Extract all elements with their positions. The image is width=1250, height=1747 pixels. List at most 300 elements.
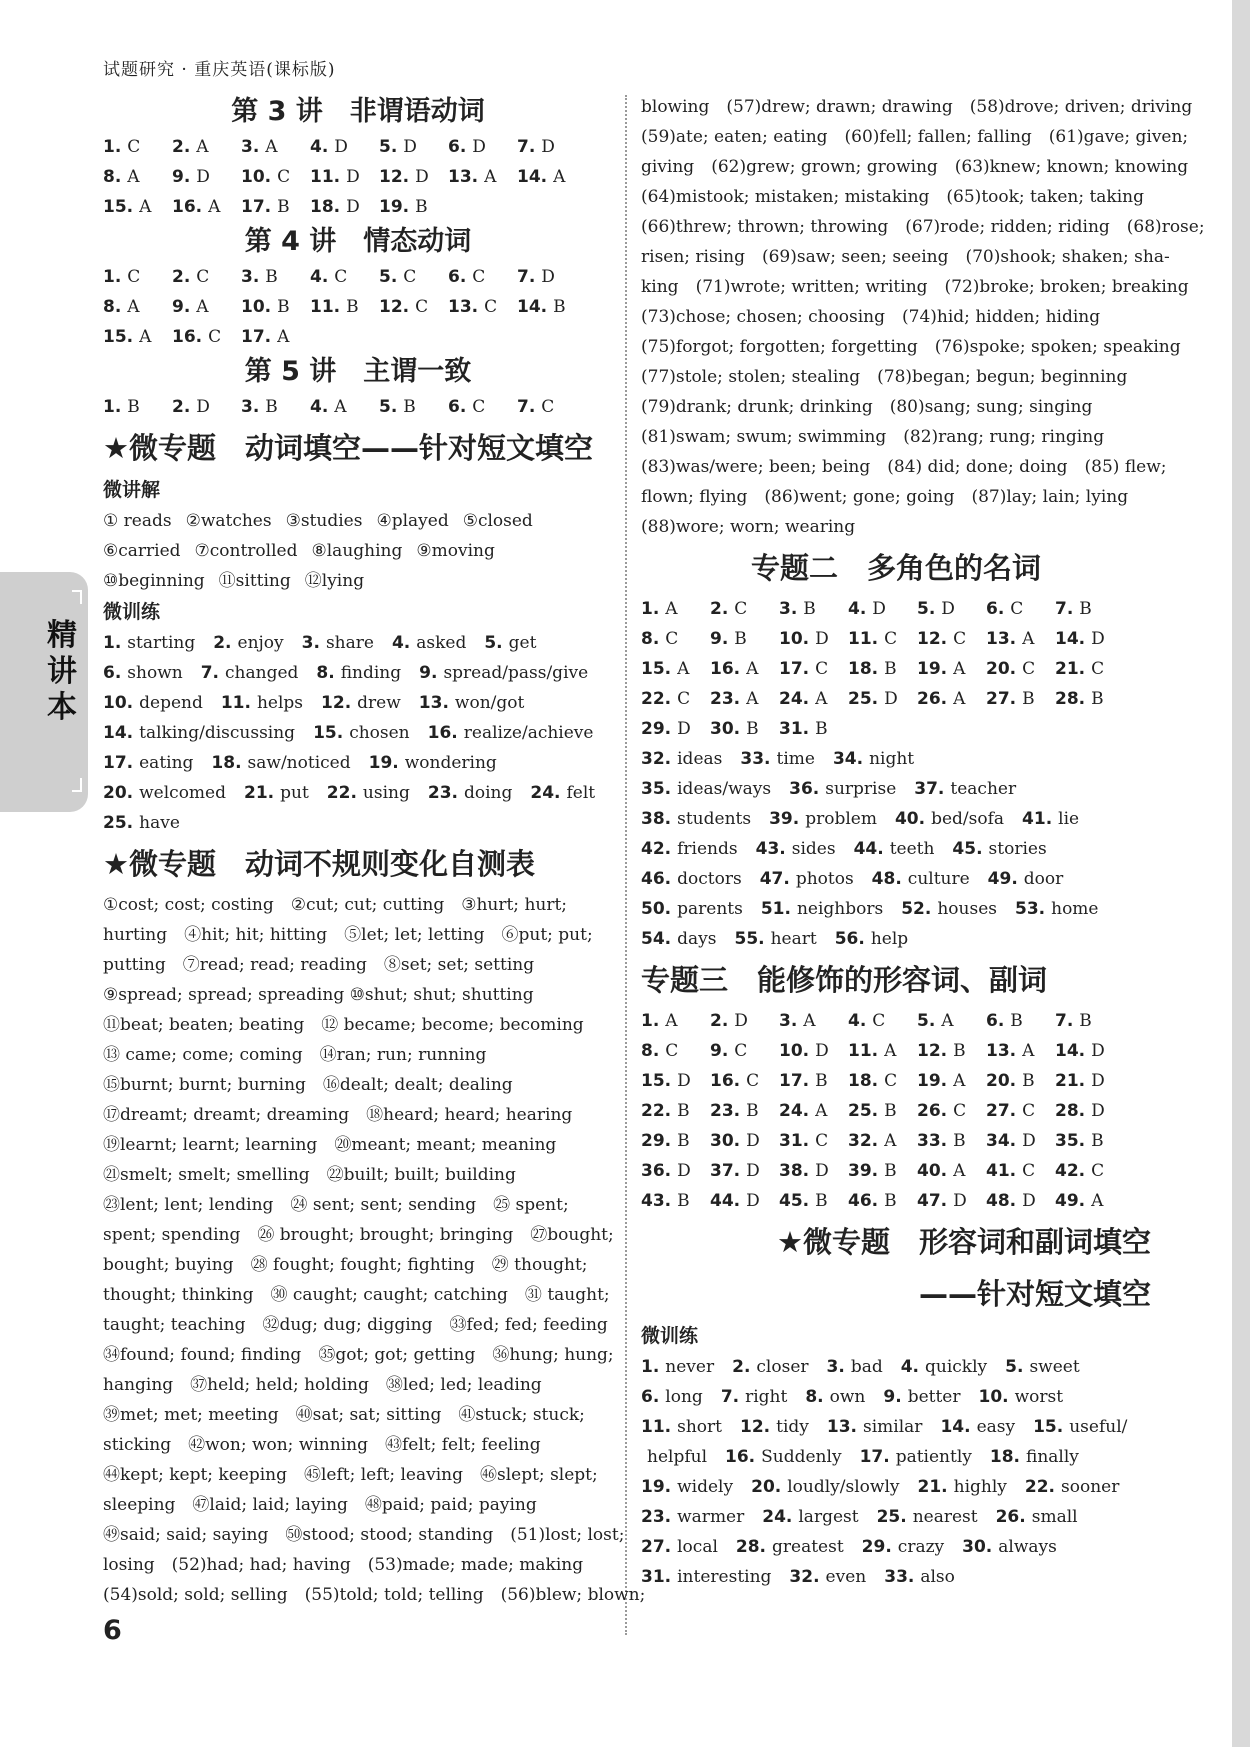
question-number: 10. bbox=[241, 297, 272, 317]
answer-item bbox=[213, 628, 283, 658]
answer-item bbox=[917, 1006, 986, 1036]
answer-item bbox=[302, 628, 374, 658]
text-line: thought; thinking ㉚ caught; caught; catching ㉛ taught; bbox=[103, 1285, 610, 1305]
answer-item bbox=[103, 688, 203, 718]
question-number: 4. bbox=[310, 267, 329, 287]
answer-item bbox=[710, 624, 779, 654]
answer-item bbox=[241, 392, 310, 422]
answer-item bbox=[379, 262, 448, 292]
topic2-word-answers bbox=[641, 744, 1151, 954]
answer-word: using bbox=[362, 783, 410, 803]
answer-word: houses bbox=[937, 899, 997, 919]
text-line: ⑲learnt; learnt; learning ⑳meant; meant; meaning bbox=[103, 1135, 557, 1155]
explain-answer: ① reads bbox=[103, 511, 172, 531]
answer-word: helpful bbox=[647, 1447, 708, 1467]
question-number: 41. bbox=[1022, 809, 1053, 829]
topic3-answers bbox=[641, 1006, 1151, 1216]
answer-choice: A bbox=[953, 689, 966, 709]
answer-item bbox=[827, 1412, 923, 1442]
tab-bracket-bottom bbox=[72, 778, 82, 792]
question-number: 29. bbox=[641, 1131, 672, 1151]
micro3-practice-label: 微训练 bbox=[641, 1325, 699, 1347]
question-number: 2. bbox=[710, 1011, 729, 1031]
explain-answer: ⑤closed bbox=[462, 511, 533, 531]
question-number: 38. bbox=[641, 809, 672, 829]
answer-choice: A bbox=[196, 297, 209, 317]
irregular-verbs-table bbox=[103, 890, 646, 1610]
text-line: sticking ㊷won; won; winning ㊸felt; felt; feeling bbox=[103, 1435, 541, 1455]
question-number: 16. bbox=[427, 723, 458, 743]
question-number: 19. bbox=[917, 659, 948, 679]
text-line: taught; teaching ㉜dug; dug; digging ㉝fed; fed; feeding bbox=[103, 1315, 608, 1335]
text-line: ㉑smelt; smelt; smelling ㉒built; built; building bbox=[103, 1165, 516, 1185]
question-number: 17. bbox=[779, 1071, 810, 1091]
answer-item bbox=[172, 392, 241, 422]
answer-line bbox=[103, 688, 613, 718]
answer-word: realize/achieve bbox=[463, 723, 594, 743]
answer-item bbox=[779, 1126, 848, 1156]
lecture5-answers bbox=[103, 392, 613, 422]
answer-word: warmer bbox=[677, 1507, 745, 1527]
answer-choice: D bbox=[415, 167, 429, 187]
answer-choice: A bbox=[196, 137, 209, 157]
answer-word: home bbox=[1051, 899, 1099, 919]
question-number: 7. bbox=[1055, 599, 1074, 619]
answer-choice: C bbox=[953, 629, 967, 649]
answer-word: have bbox=[139, 813, 180, 833]
answer-item bbox=[517, 392, 586, 422]
answer-word: days bbox=[677, 929, 717, 949]
answer-word: short bbox=[677, 1417, 722, 1437]
answer-choice: A bbox=[953, 1071, 966, 1091]
answer-choice: C bbox=[472, 267, 486, 287]
answer-choice: C bbox=[127, 137, 141, 157]
answer-item bbox=[917, 1096, 986, 1126]
question-number: 12. bbox=[379, 167, 410, 187]
text-line: ㉓lent; lent; lending ㉔ sent; sent; sending ㉕ spent; bbox=[103, 1195, 569, 1215]
question-number: 28. bbox=[735, 1537, 767, 1557]
answer-item bbox=[962, 1532, 1057, 1562]
explain-line bbox=[103, 536, 613, 566]
answer-item bbox=[310, 192, 379, 222]
text-line: ⑬ came; come; coming ⑭ran; run; running bbox=[103, 1045, 487, 1065]
text-line: hurting ④hit; hit; hitting ⑤let; let; letting ⑥put; put; bbox=[103, 925, 593, 945]
answer-item bbox=[996, 1502, 1078, 1532]
question-number: 37. bbox=[710, 1161, 741, 1181]
answer-choice: D bbox=[734, 1011, 748, 1031]
question-number: 39. bbox=[769, 809, 800, 829]
answer-word: chosen bbox=[349, 723, 410, 743]
question-number: 17. bbox=[859, 1447, 890, 1467]
question-number: 7. bbox=[517, 267, 536, 287]
answer-item bbox=[862, 1532, 944, 1562]
answer-choice: A bbox=[484, 167, 497, 187]
question-number: 31. bbox=[641, 1567, 672, 1587]
answer-item bbox=[917, 1186, 986, 1216]
answer-item bbox=[310, 132, 379, 162]
question-number: 31. bbox=[779, 1131, 810, 1151]
tab-bracket-top bbox=[72, 590, 82, 604]
question-number: 5. bbox=[379, 137, 398, 157]
answer-item bbox=[379, 392, 448, 422]
answer-item bbox=[641, 864, 742, 894]
answer-item bbox=[917, 684, 986, 714]
answer-word: own bbox=[829, 1387, 866, 1407]
answer-line bbox=[641, 1382, 1151, 1412]
answer-choice: B bbox=[884, 1161, 897, 1181]
text-line: (77)stole; stolen; stealing (78)began; begun; beginning bbox=[641, 367, 1128, 387]
answer-choice: A bbox=[139, 327, 152, 347]
answer-word: eating bbox=[139, 753, 194, 773]
answer-word: sides bbox=[791, 839, 836, 859]
answer-choice: A bbox=[884, 1041, 897, 1061]
question-number: 25. bbox=[876, 1507, 907, 1527]
answer-choice: B bbox=[677, 1131, 690, 1151]
text-line: (75)forgot; forgotten; forgetting (76)spoke; spoken; speaking bbox=[641, 337, 1181, 357]
answer-item bbox=[779, 1096, 848, 1126]
answer-line bbox=[641, 1502, 1151, 1532]
answer-word: easy bbox=[976, 1417, 1016, 1437]
answer-item bbox=[779, 594, 848, 624]
explain-answer: ⑩beginning bbox=[103, 571, 205, 591]
answer-item bbox=[751, 1472, 899, 1502]
question-number: 18. bbox=[989, 1447, 1020, 1467]
question-number: 34. bbox=[832, 749, 864, 769]
answer-choice: A bbox=[665, 599, 678, 619]
question-number: 21. bbox=[1055, 659, 1086, 679]
question-number: 9. bbox=[172, 167, 191, 187]
text-line: ①cost; cost; costing ②cut; cut; cutting ③hurt; hurt; bbox=[103, 895, 568, 915]
answer-word: won/got bbox=[454, 693, 525, 713]
answer-choice: D bbox=[334, 137, 348, 157]
answer-item bbox=[883, 1382, 960, 1412]
question-number: 18. bbox=[211, 753, 242, 773]
question-number: 23. bbox=[427, 783, 458, 803]
answer-choice: A bbox=[127, 167, 140, 187]
answer-item bbox=[641, 1562, 771, 1592]
page-number: 6 bbox=[103, 1615, 122, 1646]
answer-word: worst bbox=[1014, 1387, 1064, 1407]
text-line: ⑪beat; beaten; beating ⑫ became; become; becoming bbox=[103, 1015, 584, 1035]
answer-line bbox=[103, 718, 613, 748]
question-number: 7. bbox=[200, 663, 220, 683]
question-number: 13. bbox=[826, 1417, 858, 1437]
question-number: 21. bbox=[1055, 1071, 1086, 1091]
answer-choice: D bbox=[677, 1071, 691, 1091]
answer-item bbox=[517, 132, 586, 162]
question-number: 11. bbox=[220, 693, 251, 713]
side-tab-label: 精讲本 bbox=[47, 618, 77, 725]
question-number: 54. bbox=[641, 929, 672, 949]
answer-choice: B bbox=[815, 1191, 828, 1211]
question-number: 3. bbox=[779, 599, 798, 619]
question-number: 10. bbox=[779, 1041, 810, 1061]
answer-item bbox=[1055, 654, 1124, 684]
question-number: 5. bbox=[379, 267, 398, 287]
answer-item bbox=[641, 1502, 744, 1532]
answer-word: useful/ bbox=[1069, 1417, 1128, 1437]
answer-item bbox=[710, 1096, 779, 1126]
answer-line bbox=[641, 774, 1151, 804]
answer-choice: D bbox=[346, 197, 360, 217]
answer-choice: C bbox=[815, 659, 829, 679]
answer-item bbox=[517, 292, 586, 322]
answer-item bbox=[710, 1156, 779, 1186]
answer-choice: A bbox=[941, 1011, 954, 1031]
answer-choice: C bbox=[665, 1041, 679, 1061]
answer-item bbox=[710, 714, 779, 744]
answer-item bbox=[241, 292, 310, 322]
question-number: 33. bbox=[884, 1567, 915, 1587]
answer-word: students bbox=[677, 809, 752, 829]
answer-item bbox=[310, 292, 379, 322]
answer-item bbox=[848, 1036, 917, 1066]
answer-word: teacher bbox=[950, 779, 1017, 799]
question-number: 5. bbox=[917, 599, 936, 619]
answer-item bbox=[917, 624, 986, 654]
question-number: 6. bbox=[448, 267, 467, 287]
text-line: hanging ㊲held; held; holding ㊳led; led; leading bbox=[103, 1375, 542, 1395]
topic3-title: 专题三 能修饰的形容词、副词 bbox=[641, 963, 1048, 997]
answer-item bbox=[517, 162, 586, 192]
answer-choice: D bbox=[1091, 1101, 1105, 1121]
answer-choice: D bbox=[677, 1161, 691, 1181]
answer-word: welcomed bbox=[139, 783, 226, 803]
answer-line bbox=[641, 924, 1151, 954]
answer-item bbox=[940, 1412, 1015, 1442]
answer-item bbox=[854, 834, 935, 864]
question-number: 24. bbox=[779, 1101, 810, 1121]
answer-choice: D bbox=[815, 629, 829, 649]
answer-item bbox=[833, 744, 914, 774]
text-line: ⑮burnt; burnt; burning ⑯dealt; dealt; dealing bbox=[103, 1075, 513, 1095]
explain-line bbox=[103, 566, 613, 596]
answer-item bbox=[756, 834, 836, 864]
text-line: putting ⑦read; read; reading ⑧set; set; setting bbox=[103, 955, 535, 975]
answer-item bbox=[1033, 1412, 1127, 1442]
answer-item bbox=[103, 658, 183, 688]
question-number: 2. bbox=[172, 397, 191, 417]
question-number: 17. bbox=[241, 197, 272, 217]
answer-item bbox=[1055, 624, 1124, 654]
answer-choice: A bbox=[803, 1011, 816, 1031]
question-number: 9. bbox=[172, 297, 191, 317]
answer-word: shown bbox=[127, 663, 183, 683]
explain-answer: ⑥carried bbox=[103, 541, 181, 561]
answer-item bbox=[779, 714, 848, 744]
question-number: 5. bbox=[1005, 1357, 1024, 1377]
answer-item bbox=[740, 744, 815, 774]
question-number: 4. bbox=[310, 397, 329, 417]
answer-word: bad bbox=[850, 1357, 883, 1377]
answer-word: nearest bbox=[912, 1507, 978, 1527]
question-number: 5. bbox=[379, 397, 398, 417]
question-number: 10. bbox=[241, 167, 272, 187]
answer-word: interesting bbox=[677, 1567, 772, 1587]
answer-item bbox=[428, 718, 594, 748]
answer-item bbox=[860, 1442, 972, 1472]
answer-word: ideas bbox=[677, 749, 723, 769]
question-number: 47. bbox=[759, 869, 790, 889]
answer-item bbox=[379, 162, 448, 192]
answer-item bbox=[241, 162, 310, 192]
answer-item bbox=[103, 132, 172, 162]
answer-line bbox=[103, 628, 613, 658]
question-number: 4. bbox=[310, 137, 329, 157]
answer-item bbox=[448, 392, 517, 422]
answer-item bbox=[769, 804, 877, 834]
question-number: 8. bbox=[316, 663, 335, 683]
question-number: 42. bbox=[641, 839, 672, 859]
question-number: 14. bbox=[517, 167, 548, 187]
question-number: 15. bbox=[641, 659, 672, 679]
question-number: 32. bbox=[848, 1131, 879, 1151]
topic2-title: 专题二 多角色的名词 bbox=[750, 551, 1041, 585]
answer-word: highly bbox=[953, 1477, 1007, 1497]
answer-item bbox=[103, 262, 172, 292]
answer-word: finally bbox=[1025, 1447, 1079, 1467]
question-number: 2. bbox=[172, 267, 191, 287]
answer-word: drew bbox=[357, 693, 401, 713]
answer-item bbox=[779, 1066, 848, 1096]
answer-item bbox=[448, 162, 517, 192]
question-number: 19. bbox=[368, 753, 399, 773]
question-number: 9. bbox=[710, 1041, 729, 1061]
answer-choice: B bbox=[953, 1041, 966, 1061]
question-number: 1. bbox=[103, 267, 122, 287]
answer-item bbox=[827, 1352, 883, 1382]
question-number: 15. bbox=[313, 723, 344, 743]
question-number: 22. bbox=[641, 689, 672, 709]
answer-item bbox=[641, 684, 710, 714]
question-number: 7. bbox=[720, 1387, 740, 1407]
question-number: 35. bbox=[641, 779, 672, 799]
question-number: 21. bbox=[917, 1477, 948, 1497]
answer-choice: D bbox=[746, 1191, 760, 1211]
answer-item bbox=[848, 1066, 917, 1096]
question-number: 24. bbox=[530, 783, 561, 803]
answer-choice: C bbox=[277, 167, 291, 187]
answer-choice: D bbox=[872, 599, 886, 619]
micro1-explain bbox=[103, 506, 613, 596]
question-number: 15. bbox=[103, 197, 134, 217]
answer-item bbox=[641, 1126, 710, 1156]
answer-choice: C bbox=[484, 297, 498, 317]
answer-choice: B bbox=[677, 1101, 690, 1121]
answer-choice: C bbox=[472, 397, 486, 417]
question-number: 15. bbox=[1033, 1417, 1064, 1437]
answer-choice: D bbox=[1091, 1041, 1105, 1061]
question-number: 23. bbox=[641, 1507, 672, 1527]
answer-item bbox=[1005, 1352, 1080, 1382]
side-tab bbox=[0, 572, 88, 812]
answer-word: asked bbox=[416, 633, 467, 653]
answer-item bbox=[103, 322, 172, 352]
topic2-mc-answers bbox=[641, 594, 1151, 744]
answer-word: long bbox=[665, 1387, 703, 1407]
question-number: 46. bbox=[641, 869, 672, 889]
answer-choice: C bbox=[815, 1131, 829, 1151]
answer-item bbox=[327, 778, 410, 808]
answer-choice: C bbox=[334, 267, 348, 287]
question-number: 6. bbox=[448, 397, 467, 417]
answer-word: teeth bbox=[889, 839, 935, 859]
answer-item bbox=[848, 624, 917, 654]
answer-item bbox=[241, 192, 310, 222]
answer-word: put bbox=[280, 783, 309, 803]
micro1-practice-label: 微训练 bbox=[103, 601, 161, 623]
text-line: (88)wore; worn; wearing bbox=[641, 517, 856, 537]
answer-choice: B bbox=[265, 397, 278, 417]
answer-choice: C bbox=[677, 689, 691, 709]
answer-choice: A bbox=[1022, 1041, 1035, 1061]
question-number: 38. bbox=[779, 1161, 810, 1181]
answer-item bbox=[710, 1066, 779, 1096]
question-number: 17. bbox=[779, 659, 810, 679]
answer-item bbox=[779, 1186, 848, 1216]
question-number: 34. bbox=[986, 1131, 1017, 1151]
question-number: 27. bbox=[986, 689, 1017, 709]
answer-item bbox=[978, 1382, 1063, 1412]
answer-item bbox=[736, 1532, 844, 1562]
question-number: 36. bbox=[789, 779, 820, 799]
answer-item bbox=[986, 624, 1055, 654]
answer-choice: D bbox=[1022, 1131, 1036, 1151]
answer-choice: B bbox=[1091, 1131, 1104, 1151]
micro3-subtitle: ——针对短文填空 bbox=[918, 1277, 1151, 1311]
answer-word: get bbox=[508, 633, 537, 653]
question-number: 51. bbox=[760, 899, 791, 919]
explain-answer: ②watches bbox=[185, 511, 272, 531]
question-number: 7. bbox=[1055, 1011, 1074, 1031]
micro2-title: ★微专题 动词不规则变化自测表 bbox=[103, 847, 535, 881]
question-number: 35. bbox=[1055, 1131, 1086, 1151]
answer-word: neighbors bbox=[796, 899, 884, 919]
question-number: 12. bbox=[917, 1041, 948, 1061]
answer-word: doctors bbox=[677, 869, 742, 889]
question-number: 7. bbox=[517, 397, 536, 417]
page-edge-strip bbox=[1232, 0, 1250, 1747]
question-number: 16. bbox=[725, 1447, 756, 1467]
text-line: risen; rising (69)saw; seen; seeing (70)shook; shaken; sha- bbox=[641, 247, 1170, 267]
question-number: 11. bbox=[641, 1417, 672, 1437]
answer-choice: B bbox=[1022, 1071, 1035, 1091]
explain-line bbox=[103, 506, 613, 536]
answer-item bbox=[448, 132, 517, 162]
question-number: 18. bbox=[848, 1071, 879, 1091]
answer-word: help bbox=[870, 929, 909, 949]
question-number: 36. bbox=[641, 1161, 672, 1181]
question-number: 12. bbox=[917, 629, 948, 649]
answer-item bbox=[369, 748, 497, 778]
answer-choice: D bbox=[541, 137, 555, 157]
answer-item bbox=[779, 1156, 848, 1186]
answer-item bbox=[1055, 1126, 1124, 1156]
answer-item bbox=[641, 924, 716, 954]
answer-word: also bbox=[920, 1567, 955, 1587]
answer-choice: C bbox=[403, 267, 417, 287]
answer-item bbox=[917, 1156, 986, 1186]
answer-choice: D bbox=[884, 689, 898, 709]
text-line: ㉞found; found; finding ㉟got; got; getting ㊱hung; hung; bbox=[103, 1345, 614, 1365]
question-number: 4. bbox=[848, 599, 867, 619]
micro1-explain-label: 微讲解 bbox=[103, 479, 161, 501]
question-number: 11. bbox=[310, 167, 341, 187]
text-line: blowing (57)drew; drawn; drawing (58)drove; driven; driving bbox=[641, 97, 1193, 117]
question-number: 22. bbox=[641, 1101, 672, 1121]
answer-item bbox=[734, 924, 816, 954]
answer-choice: A bbox=[1091, 1191, 1104, 1211]
